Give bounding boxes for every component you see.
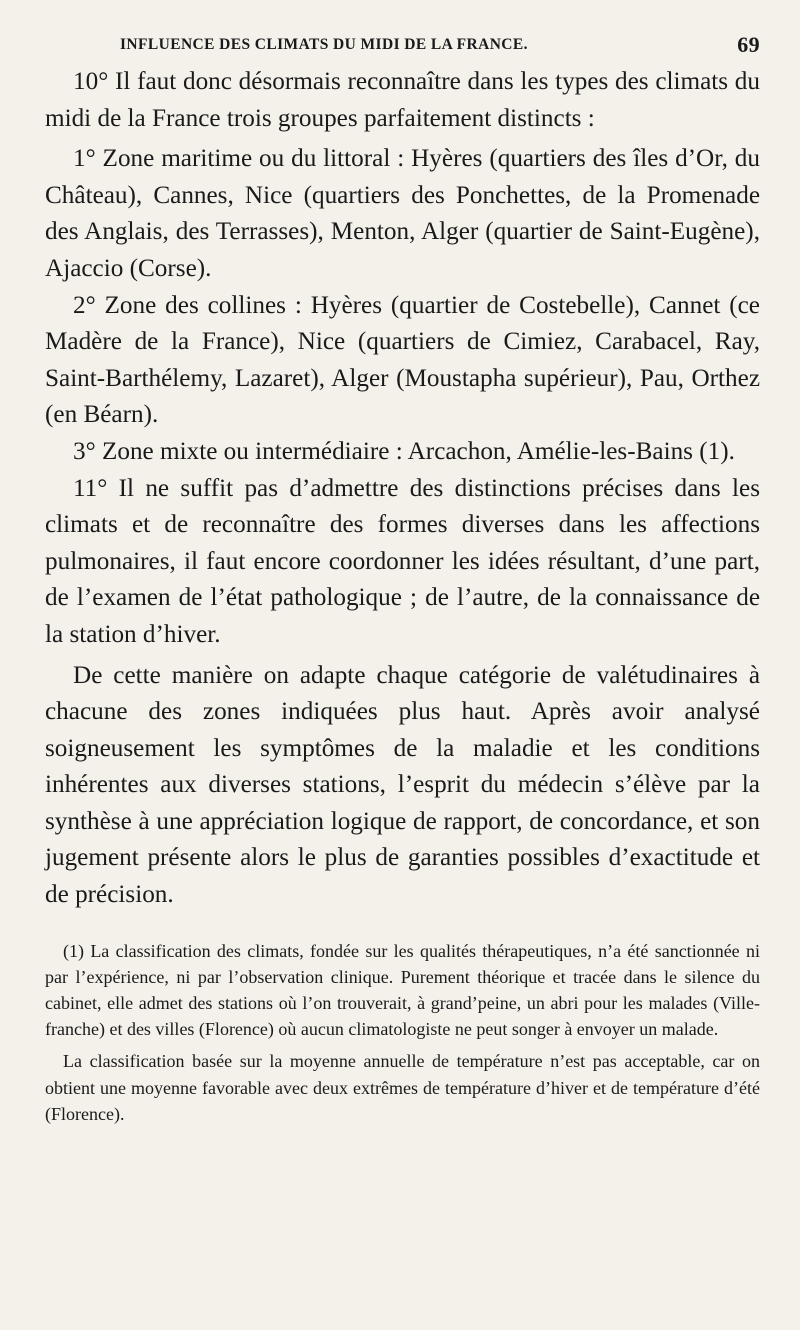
footnote-1-continued: La classification basée sur la moyenne annuelle de température n’est pas acceptable, car on obtient une moyenne favorable avec deux extrêmes de température d’hiver et de température d’été (Florence). [45,1051,760,1124]
paragraph-zone-maritime: 1° Zone maritime ou du littoral : Hyères (quartiers des îles d’Or, du Château), Cannes, Nice (quartiers des Ponchettes, de la Promenade des Anglais, des Terrasses), Menton, Alger (quartier de Saint-Eugène), Ajaccio (Corse). [45,145,760,282]
paragraph-zone-mixte: 3° Zone mixte ou intermédiaire : Arcachon, Amélie-les-Bains (1). [73,437,735,465]
main-text [45,64,760,914]
footnotes [45,938,760,1127]
running-title: INFLUENCE DES CLIMATS DU MIDI DE LA FRANCE. [120,36,528,53]
paragraph-conclusion: De cette manière on adapte chaque catégorie de valétudinaires à chacune des zones indiquées plus haut. Après avoir analysé soigneusement les symptômes de la maladie et les conditions inhérentes aux diverses stations, l’esprit du médecin s’élève par la synthèse à une appréciation logique de rapport, de concordance, et son jugement présente alors le plus de garanties possibles d’exactitude et de précision. [45,661,760,909]
footnote-1: (1) La classification des climats, fondée sur les qualités thérapeutiques, n’a été sanctionnée ni par l’expérience, ni par l’observation clinique. Purement théorique et tracée dans le silence du cabinet, elle admet des stations où l’on trouverait, à grand’peine, un abri pour les malades (Villefranche) et des villes (Florence) où aucun climatologiste ne peut songer à envoyer un malade. [45,940,760,1040]
paragraph-zone-collines: 2° Zone des collines : Hyères (quartier de Costebelle), Cannet (ce Madère de la France), Nice (quartiers de Cimiez, Carabacel, Ray, Saint-Barthélemy, Lazaret), Alger (Moustapha supérieur), Pau, Orthez (en Béarn). [45,291,760,429]
paragraph-11: 11° Il ne suffit pas d’admettre des distinctions précises dans les climats et de reconnaître des formes diverses dans les affections pulmonaires, il faut encore coordonner les idées résultant, d’une part, de l’examen de l’état pathologique ; de l’autre, de la connaissance de la station d’hiver. [45,474,760,648]
page-number: 69 [737,32,760,57]
page-header [45,30,760,64]
paragraph-10-intro: 10° Il faut donc désormais reconnaître dans les types des climats du midi de la France trois groupes parfaitement distincts : [45,68,760,132]
